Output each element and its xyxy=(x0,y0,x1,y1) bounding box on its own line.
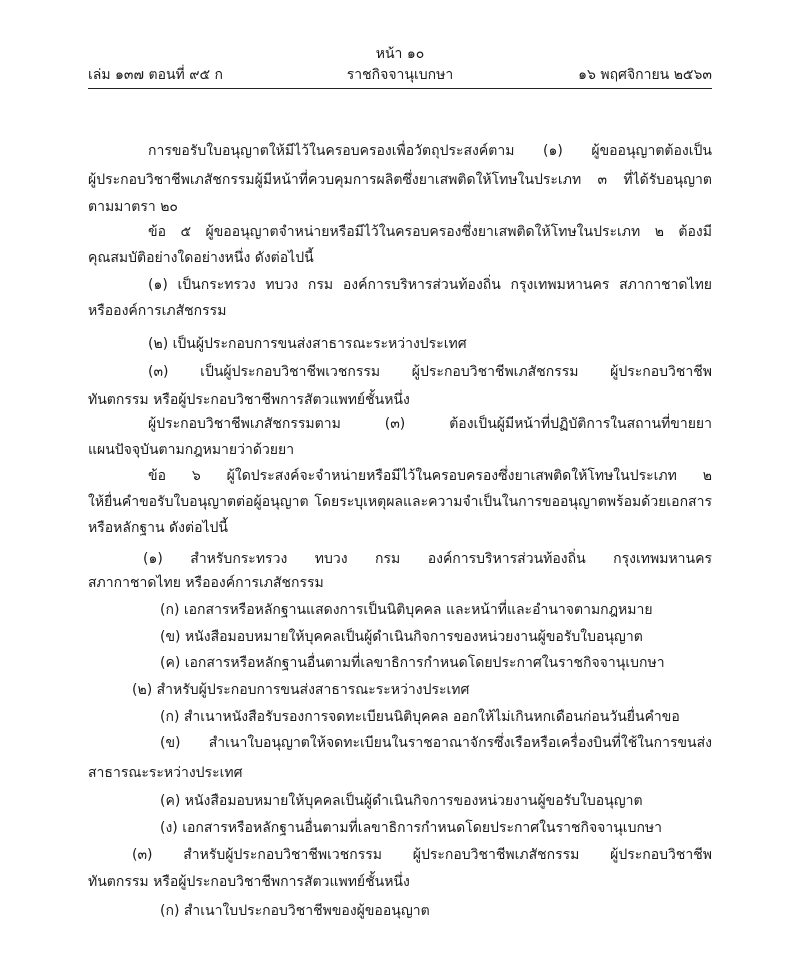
text-line: (๑) สำหรับกระทรวง ทบวง กรม องค์การบริหารส่วนท้องถิ่น กรุงเทพมหานคร xyxy=(143,551,712,567)
text-line: (ก) สำเนาใบประกอบวิชาชีพของผู้ขออนุญาต xyxy=(160,903,430,919)
text-line: สาธารณะระหว่างประเทศ xyxy=(88,765,243,781)
text-line: (๓) เป็นผู้ประกอบวิชาชีพเวชกรรม ผู้ประกอบวิชาชีพเภสัชกรรม ผู้ประกอบวิชาชีพ xyxy=(148,364,712,380)
text-line: สภากาชาดไทย หรือองค์การเภสัชกรรม xyxy=(88,575,324,591)
volume-issue: เล่ม ๑๓๗ ตอนที่ ๙๕ ก xyxy=(88,67,224,83)
text-line: (๓) สำหรับผู้ประกอบวิชาชีพเวชกรรม ผู้ประกอบวิชาชีพเภสัชกรรม ผู้ประกอบวิชาชีพ xyxy=(132,847,712,863)
text-line: (ก) เอกสารหรือหลักฐานแสดงการเป็นนิติบุคคล และหน้าที่และอำนาจตามกฎหมาย xyxy=(160,602,653,618)
text-line: (ก) สำเนาหนังสือรับรองการจดทะเบียนนิติบุคคล ออกให้ไม่เกินหกเดือนก่อนวันยื่นคำขอ xyxy=(160,709,680,725)
text-line: (๒) สำหรับผู้ประกอบการขนส่งสาธารณะระหว่างประเทศ xyxy=(132,682,470,698)
header-divider xyxy=(88,88,712,89)
publication-title: ราชกิจจานุเบกษา xyxy=(346,67,454,83)
text-line: ตามมาตรา ๒๐ xyxy=(88,199,178,215)
publication-date: ๑๖ พฤศจิกายน ๒๕๖๓ xyxy=(578,67,712,83)
page-number: หน้า ๑๐ xyxy=(375,46,425,62)
text-line: ทันตกรรม หรือผู้ประกอบวิชาชีพการสัตวแพทย์ชั้นหนึ่ง xyxy=(88,392,410,408)
text-line: แผนปัจจุบันตามกฎหมายว่าด้วยยา xyxy=(88,442,295,458)
text-line: (ง) เอกสารหรือหลักฐานอื่นตามที่เลขาธิการกำหนดโดยประกาศในราชกิจจานุเบกษา xyxy=(160,820,663,836)
text-line: ข้อ ๕ ผู้ขออนุญาตจำหน่ายหรือมีไว้ในครอบครองซึ่งยาเสพติดให้โทษในประเภท ๒ ต้องมี xyxy=(148,224,712,240)
text-line: ข้อ ๖ ผู้ใดประสงค์จะจำหน่ายหรือมีไว้ในครอบครองซึ่งยาเสพติดให้โทษในประเภท ๒ xyxy=(148,468,712,484)
text-line: ให้ยื่นคำขอรับใบอนุญาตต่อผู้อนุญาต โดยระบุเหตุผลและความจำเป็นในการขออนุญาตพร้อมด้วยเอกสาร xyxy=(88,494,712,510)
text-line: ทันตกรรม หรือผู้ประกอบวิชาชีพการสัตวแพทย์ชั้นหนึ่ง xyxy=(88,874,410,890)
text-line: คุณสมบัติอย่างใดอย่างหนึ่ง ดังต่อไปนี้ xyxy=(88,250,314,266)
text-line: (ข) สำเนาใบอนุญาตให้จดทะเบียนในราชอาณาจักรซึ่งเรือหรือเครื่องบินที่ใช้ในการขนส่ง xyxy=(160,735,712,751)
text-line: หรือหลักฐาน ดังต่อไปนี้ xyxy=(88,520,228,536)
text-line: (๑) เป็นกระทรวง ทบวง กรม องค์การบริหารส่วนท้องถิ่น กรุงเทพมหานคร สภากาชาดไทย xyxy=(148,277,712,293)
text-line: (ข) หนังสือมอบหมายให้บุคคลเป็นผู้ดำเนินกิจการของหน่วยงานผู้ขอรับใบอนุญาต xyxy=(160,629,643,645)
text-line: (ค) เอกสารหรือหลักฐานอื่นตามที่เลขาธิการกำหนดโดยประกาศในราชกิจจานุเบกษา xyxy=(160,655,665,671)
text-line: ผู้ประกอบวิชาชีพเภสัชกรรมตาม (๓) ต้องเป็นผู้มีหน้าที่ปฏิบัติการในสถานที่ขายยา xyxy=(148,416,712,432)
text-line: (๒) เป็นผู้ประกอบการขนส่งสาธารณะระหว่างประเทศ xyxy=(148,336,467,352)
text-line: การขอรับใบอนุญาตให้มีไว้ในครอบครองเพื่อวัตถุประสงค์ตาม (๑) ผู้ขออนุญาตต้องเป็น xyxy=(148,143,712,159)
text-line: (ค) หนังสือมอบหมายให้บุคคลเป็นผู้ดำเนินกิจการของหน่วยงานผู้ขอรับใบอนุญาต xyxy=(160,793,643,809)
text-line: ผู้ประกอบวิชาชีพเภสัชกรรมผู้มีหน้าที่ควบคุมการผลิตซึ่งยาเสพติดให้โทษในประเภท ๓ ที่ได้รับอนุญาต xyxy=(88,172,712,188)
text-line: หรือองค์การเภสัชกรรม xyxy=(88,303,227,319)
